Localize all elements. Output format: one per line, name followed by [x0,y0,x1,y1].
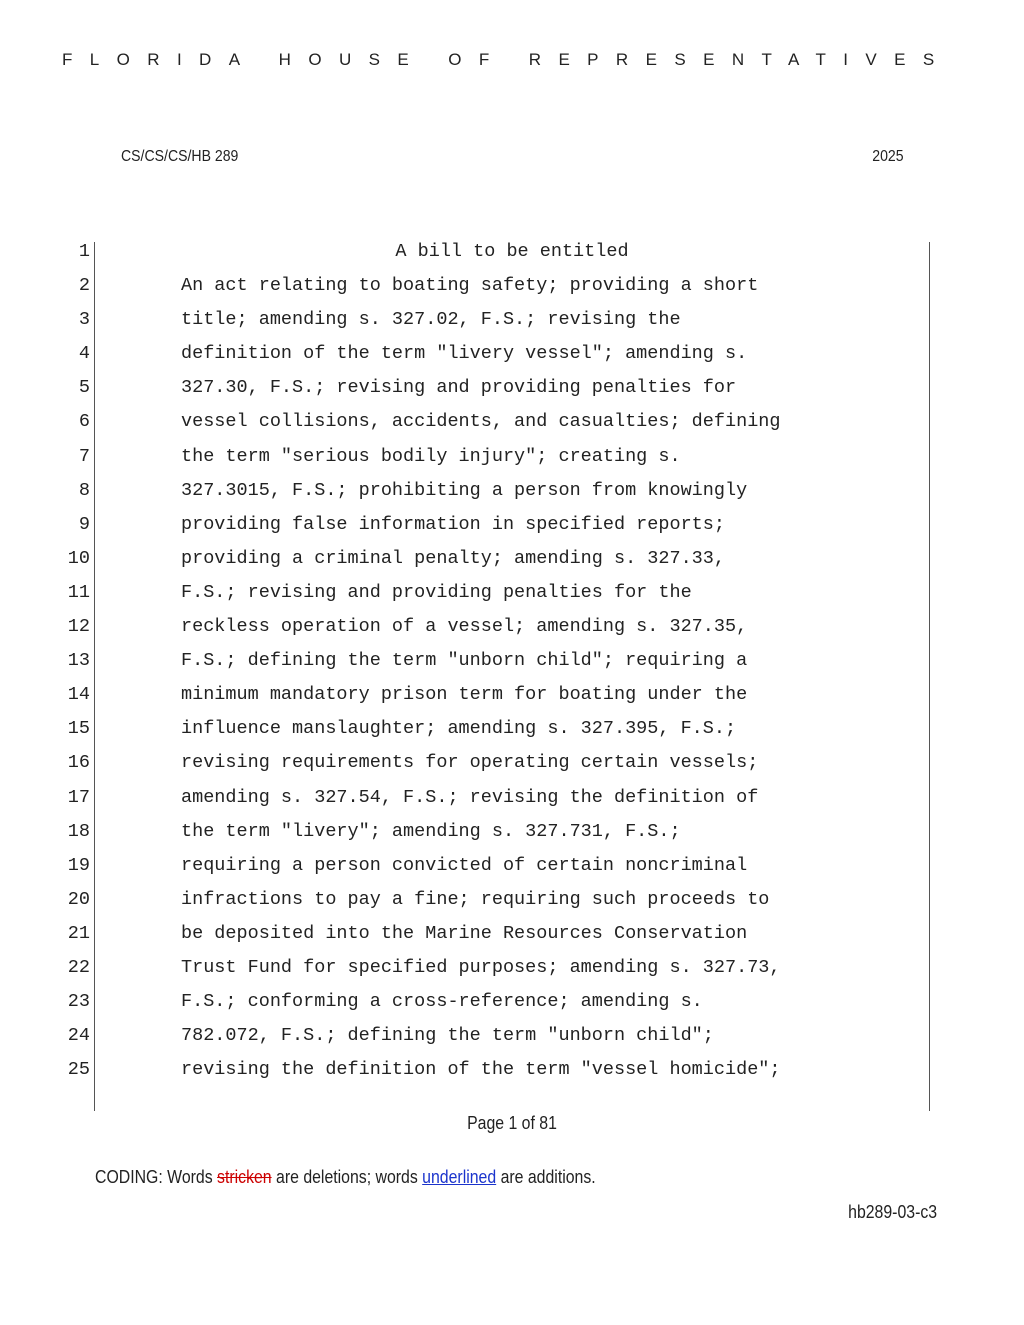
line-number: 24 [67,1025,90,1047]
line-text: influence manslaughter; amending s. 327.395, F.S.; [181,718,737,740]
bill-line [0,339,1024,373]
document-code: hb289-03-c3 [848,1202,937,1222]
line-number: 20 [67,888,90,910]
line-text: F.S.; revising and providing penalties for the [181,581,692,603]
coding-suffix: are additions. [496,1167,596,1187]
coding-stricken-sample: stricken [217,1167,272,1187]
bill-line [0,748,1024,782]
line-text: minimum mandatory prison term for boating under the [181,684,748,706]
bill-line [0,680,1024,714]
coding-prefix: CODING: Words [95,1167,218,1187]
bill-text-lines [0,237,1024,1089]
bill-year: 2025 [872,148,904,165]
line-number: 10 [67,547,90,569]
line-text: vessel collisions, accidents, and casualties; defining [181,411,781,433]
coding-underlined-sample: underlined [422,1167,497,1187]
line-text: F.S.; conforming a cross-reference; amending s. [181,991,703,1013]
line-number: 14 [67,684,90,706]
bill-line [0,919,1024,953]
line-text: the term "livery"; amending s. 327.731, F.S.; [181,820,681,842]
line-text: revising requirements for operating certain vessels; [181,752,759,774]
line-text: amending s. 327.54, F.S.; revising the definition of [181,786,759,808]
line-text: the term "serious bodily injury"; creating s. [181,445,681,467]
line-number: 18 [67,820,90,842]
line-number: 11 [67,581,90,603]
line-text: A bill to be entitled [395,241,629,262]
bill-number: CS/CS/CS/HB 289 [121,148,239,165]
chamber-banner: FLORIDA HOUSE OF REPRESENTATIVES [62,50,952,69]
line-number: 3 [78,309,90,331]
line-text: title; amending s. 327.02, F.S.; revising the [181,309,681,331]
bill-line [0,646,1024,680]
coding-legend [95,1167,596,1188]
line-number: 13 [67,650,90,672]
line-text: providing a criminal penalty; amending s. 327.33, [181,547,725,569]
bill-line [0,953,1024,987]
bill-line [0,987,1024,1021]
line-text: reckless operation of a vessel; amending s. 327.35, [181,616,748,638]
line-number: 9 [78,513,90,535]
bill-line [0,271,1024,305]
line-text: infractions to pay a fine; requiring such proceeds to [181,888,770,910]
line-number: 12 [67,616,90,638]
line-text: 327.3015, F.S.; prohibiting a person from knowingly [181,479,748,501]
line-number: 21 [67,922,90,944]
line-number: 16 [67,752,90,774]
line-number: 6 [78,411,90,433]
line-text: providing false information in specified reports; [181,513,725,535]
bill-line [0,612,1024,646]
line-number: 7 [78,445,90,467]
line-number: 1 [78,241,90,262]
line-number: 8 [78,479,90,501]
bill-line [0,407,1024,441]
line-text: 327.30, F.S.; revising and providing penalties for [181,377,737,399]
bill-line [0,544,1024,578]
bill-line [0,783,1024,817]
bill-line [0,885,1024,919]
bill-line [0,476,1024,510]
line-number: 17 [67,786,90,808]
coding-middle: are deletions; words [271,1167,423,1187]
bill-line [0,817,1024,851]
line-text: be deposited into the Marine Resources Conservation [181,922,748,944]
bill-line [0,442,1024,476]
line-number: 5 [78,377,90,399]
bill-line [0,851,1024,885]
bill-line [0,237,1024,271]
bill-line [0,1055,1024,1089]
line-number: 19 [67,854,90,876]
line-number: 22 [67,956,90,978]
page-number: Page 1 of 81 [467,1113,557,1133]
line-text: F.S.; defining the term "unborn child"; requiring a [181,650,748,672]
line-number: 15 [67,718,90,740]
bill-line [0,1021,1024,1055]
bill-line [0,305,1024,339]
bill-line [0,578,1024,612]
line-number: 2 [78,275,90,297]
bill-line [0,714,1024,748]
bill-line [0,373,1024,407]
line-text: 782.072, F.S.; defining the term "unborn child"; [181,1025,714,1047]
line-number: 25 [67,1059,90,1081]
line-number: 23 [67,991,90,1013]
bill-line [0,510,1024,544]
line-text: definition of the term "livery vessel"; amending s. [181,343,748,365]
line-text: revising the definition of the term "vessel homicide"; [181,1059,781,1081]
line-text: Trust Fund for specified purposes; amending s. 327.73, [181,956,781,978]
line-number: 4 [78,343,90,365]
line-text: An act relating to boating safety; providing a short [181,275,759,297]
line-text: requiring a person convicted of certain noncriminal [181,854,748,876]
